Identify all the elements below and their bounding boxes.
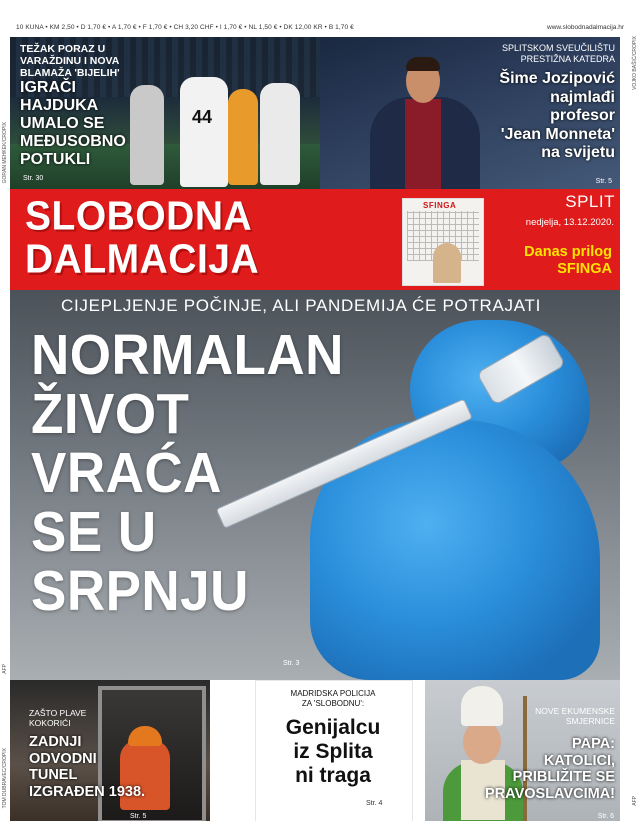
headline-line: PAPA: [572,736,615,752]
player-figure [130,85,164,185]
photo-credit-right-afp: AFP [632,796,638,806]
headline-line: iz Splita [293,740,373,763]
edition-city: SPLIT [565,192,615,211]
supplement-notice [482,244,612,278]
jersey-number: 44 [192,107,213,127]
teaser-football-kicker [20,43,120,79]
player-figure [260,83,300,185]
headline-line: TUNEL [29,767,78,783]
kicker-line: KOKORIĆI [29,718,71,728]
sfinga-cover-title: SFINGA [423,201,457,210]
supplement-line: SFINGA [557,261,612,277]
page-reference: Str. 3 [283,660,300,667]
headline-line: na svijetu [541,144,615,161]
kicker-line: NOVE EKUMENSKE [535,706,615,716]
photo-credit-right-top: VOJKO BAŠIĆ/CROPIX [632,36,638,90]
teaser-professor-headline[interactable] [445,70,615,163]
headline-line: HAJDUKA [20,97,99,114]
kicker-line: TEŽAK PORAZ U [20,43,106,55]
cover-model [433,243,461,283]
bottom-margin [0,821,640,831]
issue-date: nedjelja, 13.12.2020. [525,217,614,228]
kicker-line: SMJERNICE [565,716,615,726]
headline-line: najmlađi [550,88,615,106]
kicker-line: BLAMAŽA 'BIJELIH' [20,67,120,79]
player-figure [180,77,228,187]
headline-line: KATOLICI, [543,752,615,769]
page-reference: Str. 6 [597,813,614,820]
headline-line: Šime Jozipović [499,70,615,87]
headline-line: NORMALAN [31,323,344,387]
teaser-tunnel-headline[interactable] [29,734,145,800]
logo-line: DALMACIJA [25,237,260,283]
teaser-tunnel-kicker [29,708,86,728]
headline-line: SE U [31,500,157,564]
photo-credit-left-afp: AFP [2,664,8,674]
teaser-football-headline[interactable] [20,79,126,169]
photo-credit-left-top: GORAN MEHKEK/CROPIX [2,122,8,184]
headline-line: ni traga [295,764,371,787]
page-reference: Str. 4 [366,800,383,807]
headline-line: PRIBLIŽITE SE [512,769,615,785]
headline-line: IGRAČI [20,79,76,96]
headline-line: 'Jean Monneta' [500,125,615,143]
headline-line: ZADNJI [29,734,82,750]
logo-line: SLOBODNA [25,193,253,240]
headline-line: UMALO SE [20,115,105,132]
person-shirt [405,99,441,189]
teaser-madrid-kicker [263,689,403,709]
headline-line: SRPNJU [31,559,249,623]
headline-line: PRAVOSLAVCIMA! [485,785,615,802]
photo-credit-left-bottom: TOM DUBRAVEC/CROPIX [2,748,8,809]
page-reference: Str. 5 [130,813,147,820]
teaser-pope-headline[interactable] [465,736,615,802]
headline-line: ODVODNI [29,750,97,767]
page-reference: Str. 5 [595,178,612,185]
headline-line: VRAĆA [31,441,222,505]
headline-line: Genijalcu [285,716,381,739]
kicker-line: ZA 'SLOBODNU': [301,699,365,708]
headline-line: MEĐUSOBNO [20,133,126,150]
teaser-madrid-headline[interactable] [263,716,403,788]
pope-mitre [461,686,503,726]
kicker-line: ZAŠTO PLAVE [29,708,87,718]
kicker-line: MADRIDSKA POLICIJA [290,689,376,698]
sfinga-supplement-cover[interactable] [402,198,484,286]
teaser-pope-kicker [515,706,615,726]
headline-line: POTUKLI [20,151,91,168]
headline-line: ŽIVOT [31,382,190,446]
kicker-line: PRESTIŽNA KATEDRA [520,54,615,64]
main-story-headline[interactable] [31,323,344,623]
page-reference: Str. 30 [23,175,44,182]
newspaper-logo[interactable] [25,195,259,281]
headline-line: profesor [550,107,615,124]
main-story-kicker: CIJEPLJENJE POČINJE, ALI PANDEMIJA ĆE POTRAJATI [61,296,542,315]
kicker-line: SPLITSKOM SVEUČILIŠTU [501,43,615,53]
headline-line: IZGRAĐEN 1938. [29,783,146,800]
teaser-professor-kicker [495,43,615,65]
referee-figure [228,89,258,185]
supplement-line: Danas prilog [524,244,612,260]
website-url[interactable]: www.slobodnadalmacija.hr [547,24,624,31]
kicker-line: VARAŽDINU I NOVA [20,55,120,67]
price-list: 10 KUNA • KM 2,50 • D 1,70 € • A 1,70 € • F 1,70 € • CH 3,20 CHF • I 1,70 € • NL 1,50 € • DK 12,00 KR • B 1,70 € [16,24,354,31]
person-hair [406,57,440,71]
